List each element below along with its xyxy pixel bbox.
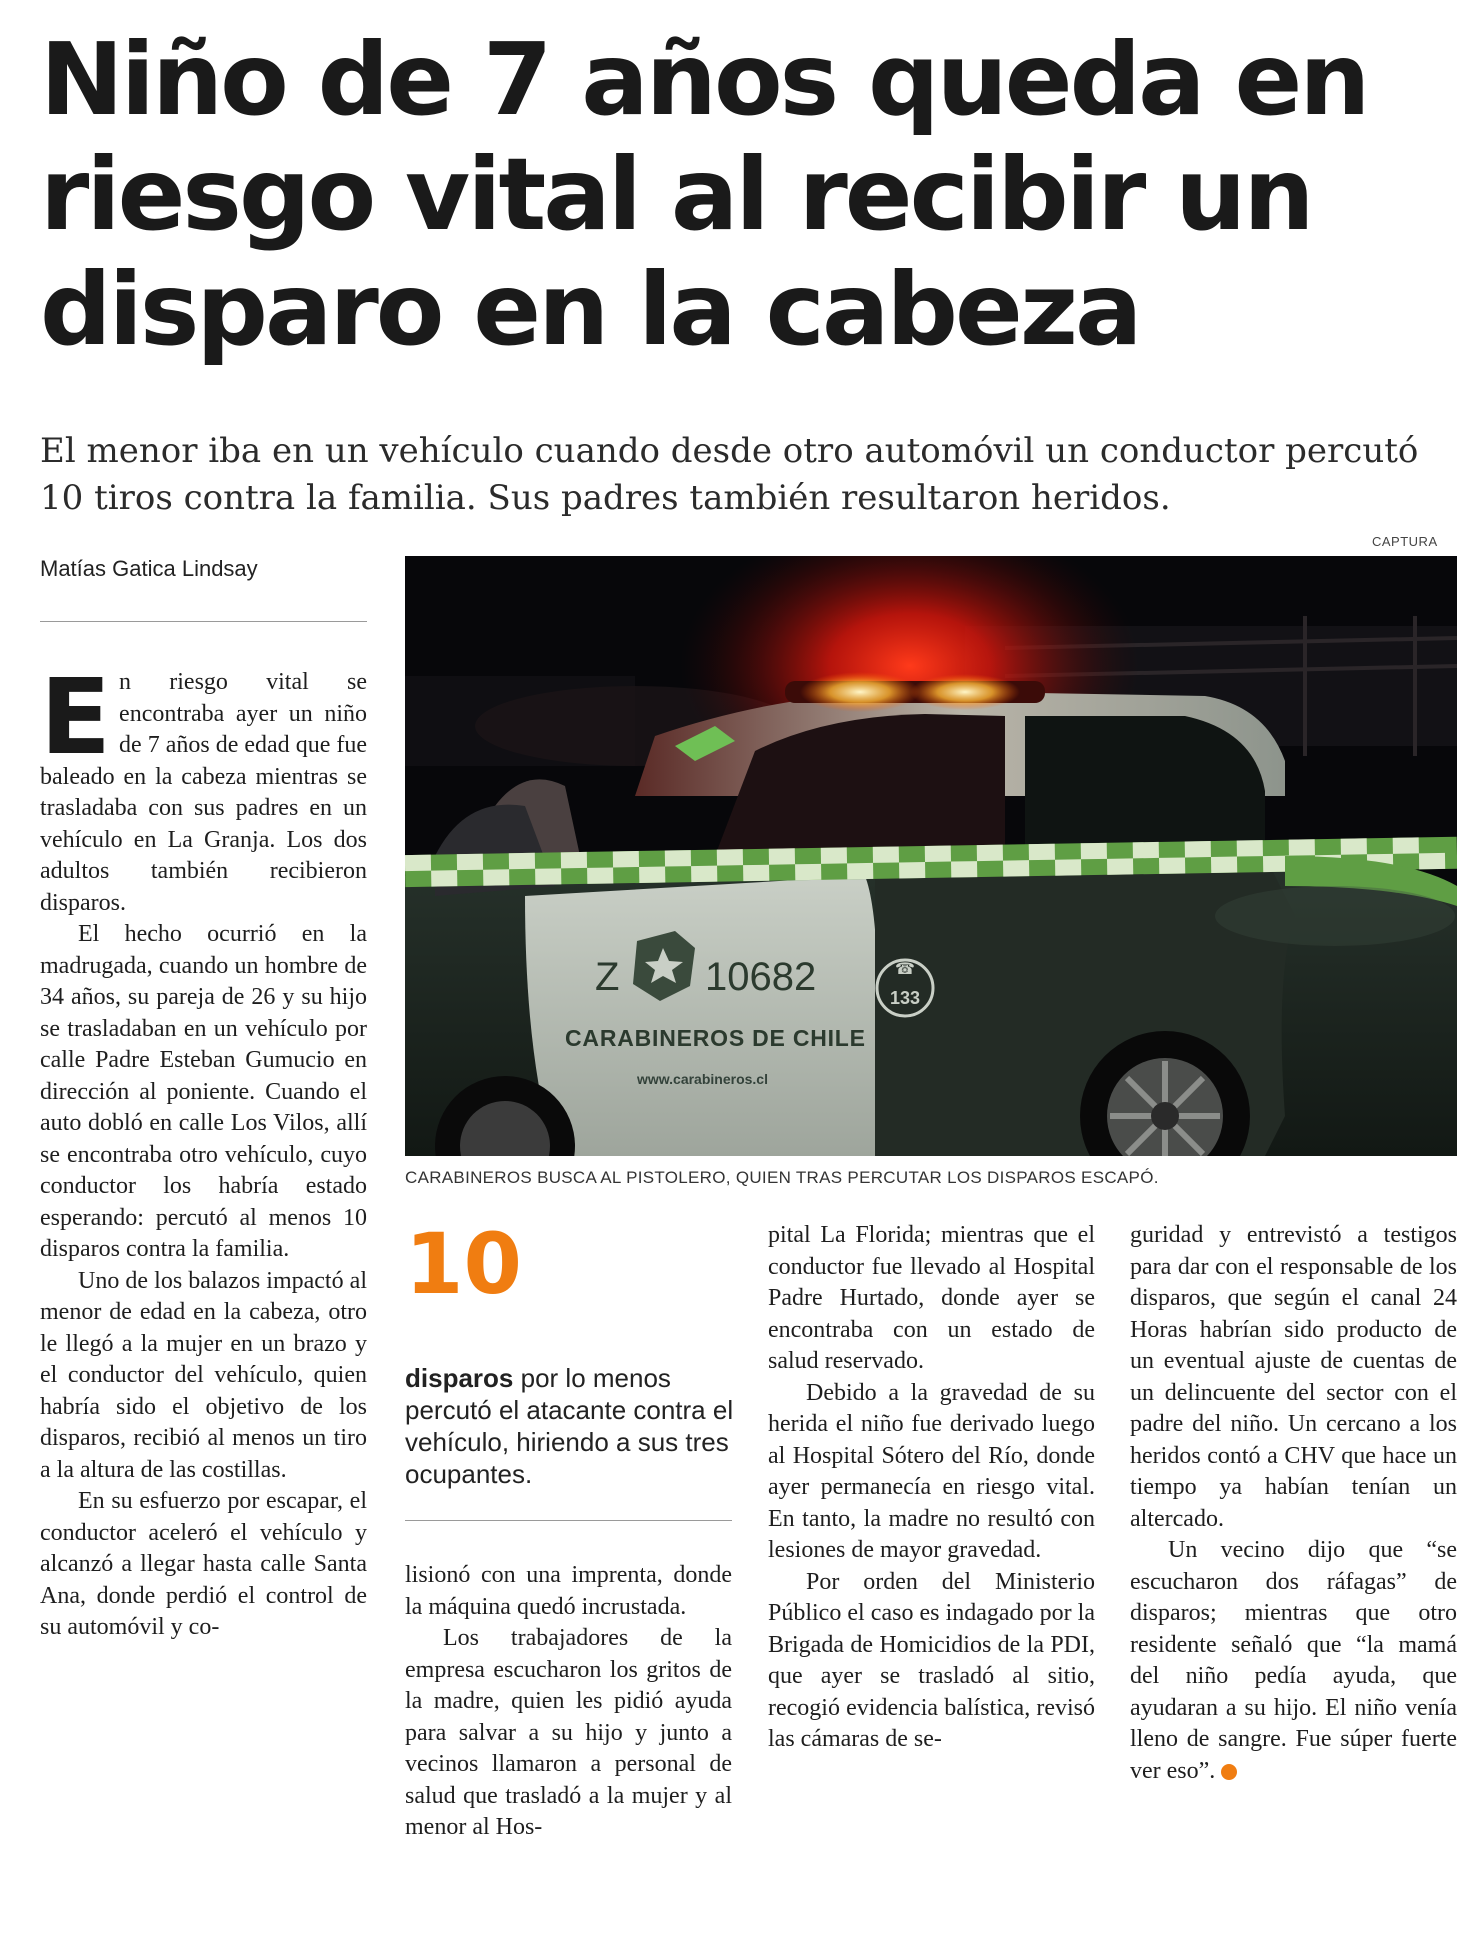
byline-divider <box>40 621 367 622</box>
highlight-bold-text: disparos <box>405 1363 514 1393</box>
article-paragraph: En su esfuerzo por escapar, el conductor aceleró el vehículo y alcanzó a llegar hasta calle Santa Ana, donde perdió el control de su automóvil y co- <box>40 1488 367 1640</box>
article-paragraph: En riesgo vital se encontraba ayer un niño de 7 años de edad que fue baleado en la cabeza mientras se trasladaba con sus padres en un vehículo en La Granja. Los dos adultos también recibieron disparos. <box>40 656 367 916</box>
article-paragraph: Uno de los balazos impactó al menor de edad en la cabeza, otro le llegó a la mujer en un brazo y el conductor del vehículo, quien habría sido el objetivo de los disparos, recibió al menos un tiro a la altura de las costillas. <box>40 1267 367 1483</box>
headline: Niño de 7 años queda en riesgo vital al recibir un disparo en la cabeza <box>40 21 1368 368</box>
article-paragraph: Un vecino dijo que “se escucharon dos ráfagas” de disparos; mientras que otro residente señaló que “la mamá del niño pedía ayuda, que ayudaran a su hijo. El niño venía lleno de sangre. Fue súper fuerte ver eso”. ✪ <box>1130 1537 1457 1784</box>
photo-caption: CARABINEROS BUSCA AL PISTOLERO, QUIEN TRAS PERCUTAR LOS DISPAROS ESCAPÓ. <box>405 1168 1159 1187</box>
highlight-divider <box>405 1520 732 1521</box>
article-column-3 <box>768 1220 1095 1756</box>
highlight-text <box>405 1362 745 1490</box>
highlight-number: 10 <box>405 1215 522 1313</box>
article-paragraph: El hecho ocurrió en la madrugada, cuando un hombre de 34 años, su pareja de 26 y su hijo se trasladaban en un vehículo por calle Padre Esteban Gumucio en dirección al poniente. Cuando el auto dobló en calle Los Vilos, allí se encontraba otro vehículo, cuyo conductor los habría estado esperando: percutó al menos 10 disparos contra la familia. <box>40 921 367 1262</box>
article-column-4 <box>1130 1220 1457 1787</box>
agency-name: CARABINEROS DE CHILE <box>565 1025 865 1051</box>
vehicle-id-prefix: Z <box>595 955 620 999</box>
article-paragraph: lisionó con una imprenta, donde la máquina quedó incrustada. <box>405 1562 732 1620</box>
drop-cap: E <box>40 656 112 778</box>
highlight-body-text: por lo menos percutó el atacante contra el vehículo, hiriendo a sus tres ocupantes. <box>405 1363 734 1489</box>
byline: Matías Gatica Lindsay <box>40 556 258 581</box>
article-column-2 <box>405 1560 732 1844</box>
end-mark-icon: ✪ <box>1221 1764 1237 1780</box>
article-paragraph: pital La Florida; mientras que el conductor fue llevado al Hospital Padre Hurtado, donde ayer se encontraba con un estado de salud reservado. <box>768 1222 1095 1374</box>
vehicle-number: 10682 <box>705 955 817 999</box>
article-column-1 <box>40 656 367 1644</box>
article-paragraph: Los trabajadores de la empresa escucharon los gritos de la madre, quien les pidió ayuda para salvar a su hijo y junto a vecinos llamaron a personal de salud que trasladó a la mujer y al menor al Hos- <box>405 1625 732 1840</box>
phone-icon: ☎ <box>895 959 915 978</box>
article-paragraph: Por orden del Ministerio Público el caso es indagado por la Brigada de Homicidios de la PDI, que ayer se trasladó al sitio, recogió evidencia balística, revisó las cámaras de se- <box>768 1568 1095 1752</box>
article-paragraph: Debido a la gravedad de su herida el niño fue derivado luego al Hospital Sótero del Río, donde ayer permanecía en riesgo vital. En tanto, la madre no resultó con lesiones de mayor gravedad. <box>768 1379 1095 1563</box>
photo-credit: CAPTURA <box>1372 534 1438 549</box>
article-photo <box>405 556 1457 1156</box>
article-paragraph: guridad y entrevistó a testigos para dar con el responsable de los disparos, que según el canal 24 Horas habrían sido producto de un eventual ajuste de cuentas de un delincuente del sector con el padre del niño. Un cercano a los heridos contó a CHV que hace un tiempo ya habían tenían un altercado. <box>1130 1222 1457 1532</box>
agency-website: www.carabineros.cl <box>637 1071 768 1087</box>
emergency-number: 133 <box>889 988 921 1008</box>
subheadline: El menor iba en un vehículo cuando desde otro automóvil un conductor percutó 10 tiros contra la familia. Sus padres también resultaron heridos. <box>40 431 1419 518</box>
